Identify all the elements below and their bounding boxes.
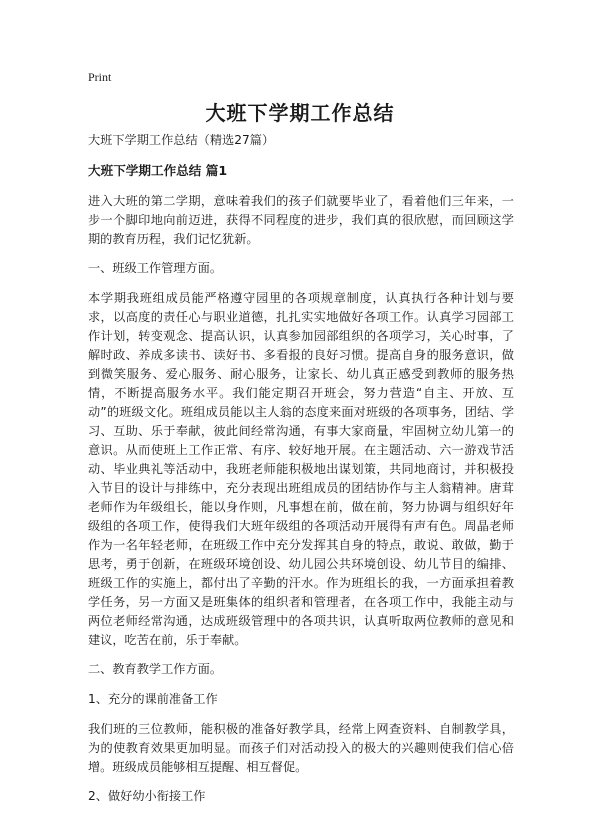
heading-transition: 2、做好幼小衔接工作 bbox=[88, 789, 206, 803]
document-body bbox=[88, 131, 514, 817]
page-title: 大班下学期工作总结 bbox=[205, 101, 395, 125]
heading-lesson-prep: 1、充分的课前准备工作 bbox=[88, 692, 218, 706]
intro-paragraph: 进入大班的第二学期，意味着我们的孩子们就要毕业了，看着他们三年来，一步一个脚印地向前迈进，获得不同程度的进步，我们真的很欣慰，而回顾这学期的教育历程，我们记忆犹新。 bbox=[88, 194, 514, 246]
heading-teaching: 二、教育教学工作方面。 bbox=[88, 662, 223, 676]
print-link[interactable]: Print bbox=[88, 70, 112, 84]
class-management-paragraph: 本学期我班组成员能严格遵守园里的各项规章制度，认真执行各种计划与要求，以高度的责任心与职业道德，扎扎实实地做好各项工作。认真学习园部工作计划，转变观念、提高认识，认真参加园部组织的各项学习，关心时事，了解时政、养成多读书、读好书、多看报的良好习惯。提高自身的服务意识，做到微笑服务、爱心服务、耐心服务，让家长、幼儿真正感受到教师的服务热情，不断提高服务水平。我们能定期召开班会，努力营造“自主、开放、互动”的班级文化。班组成员能以主人翁的态度来面对班级的各项事务，团结、学习、互助、乐于奉献，彼此间经常沟通，有事大家商量，牢固树立幼儿第一的意识。从而使班上工作正常、有序、较好地开展。在主题活动、六一游戏节活动、毕业典礼等活动中，我班老师能积极地出谋划策，共同地商讨，并积极投入节目的设计与排练中，充分表现出班组成员的团结协作与主人翁精神。唐茸老师作为年级组长，能以身作则，凡事想在前，做在前，努力协调与组织好年级组的各项工作，使得我们大班年级组的各项活动开展得有声有色。周晶老师作为一名年轻老师，在班级工作中充分发挥其自身的特点，敢说、敢做，勤于思考，勇于创新，在班级环境创设、幼儿园公共环境创设、幼儿节目的编排、班级工作的实施上，都付出了辛勤的汗水。作为班组长的我，一方面承担着教学任务，另一方面又是班集体的组织者和管理者，在各项工作中，我能主动与两位老师经常沟通，达成班级管理中的各项共识，认真听取两位教师的意见和建议，吃苦在前，乐于奉献。 bbox=[88, 291, 514, 647]
lesson-prep-paragraph: 我们班的三位教师，能积极的准备好教学具，经常上网查资料、自制教学具，为的使教育效果更加明显。而孩子们对活动投入的极大的兴趣则使我们信心倍增。班级成员能够相互提醒、相互督促。 bbox=[88, 722, 514, 774]
subtitle: 大班下学期工作总结（精选27篇） bbox=[88, 133, 275, 147]
section-title: 大班下学期工作总结 篇1 bbox=[88, 163, 228, 178]
heading-class-management: 一、班级工作管理方面。 bbox=[88, 261, 223, 275]
